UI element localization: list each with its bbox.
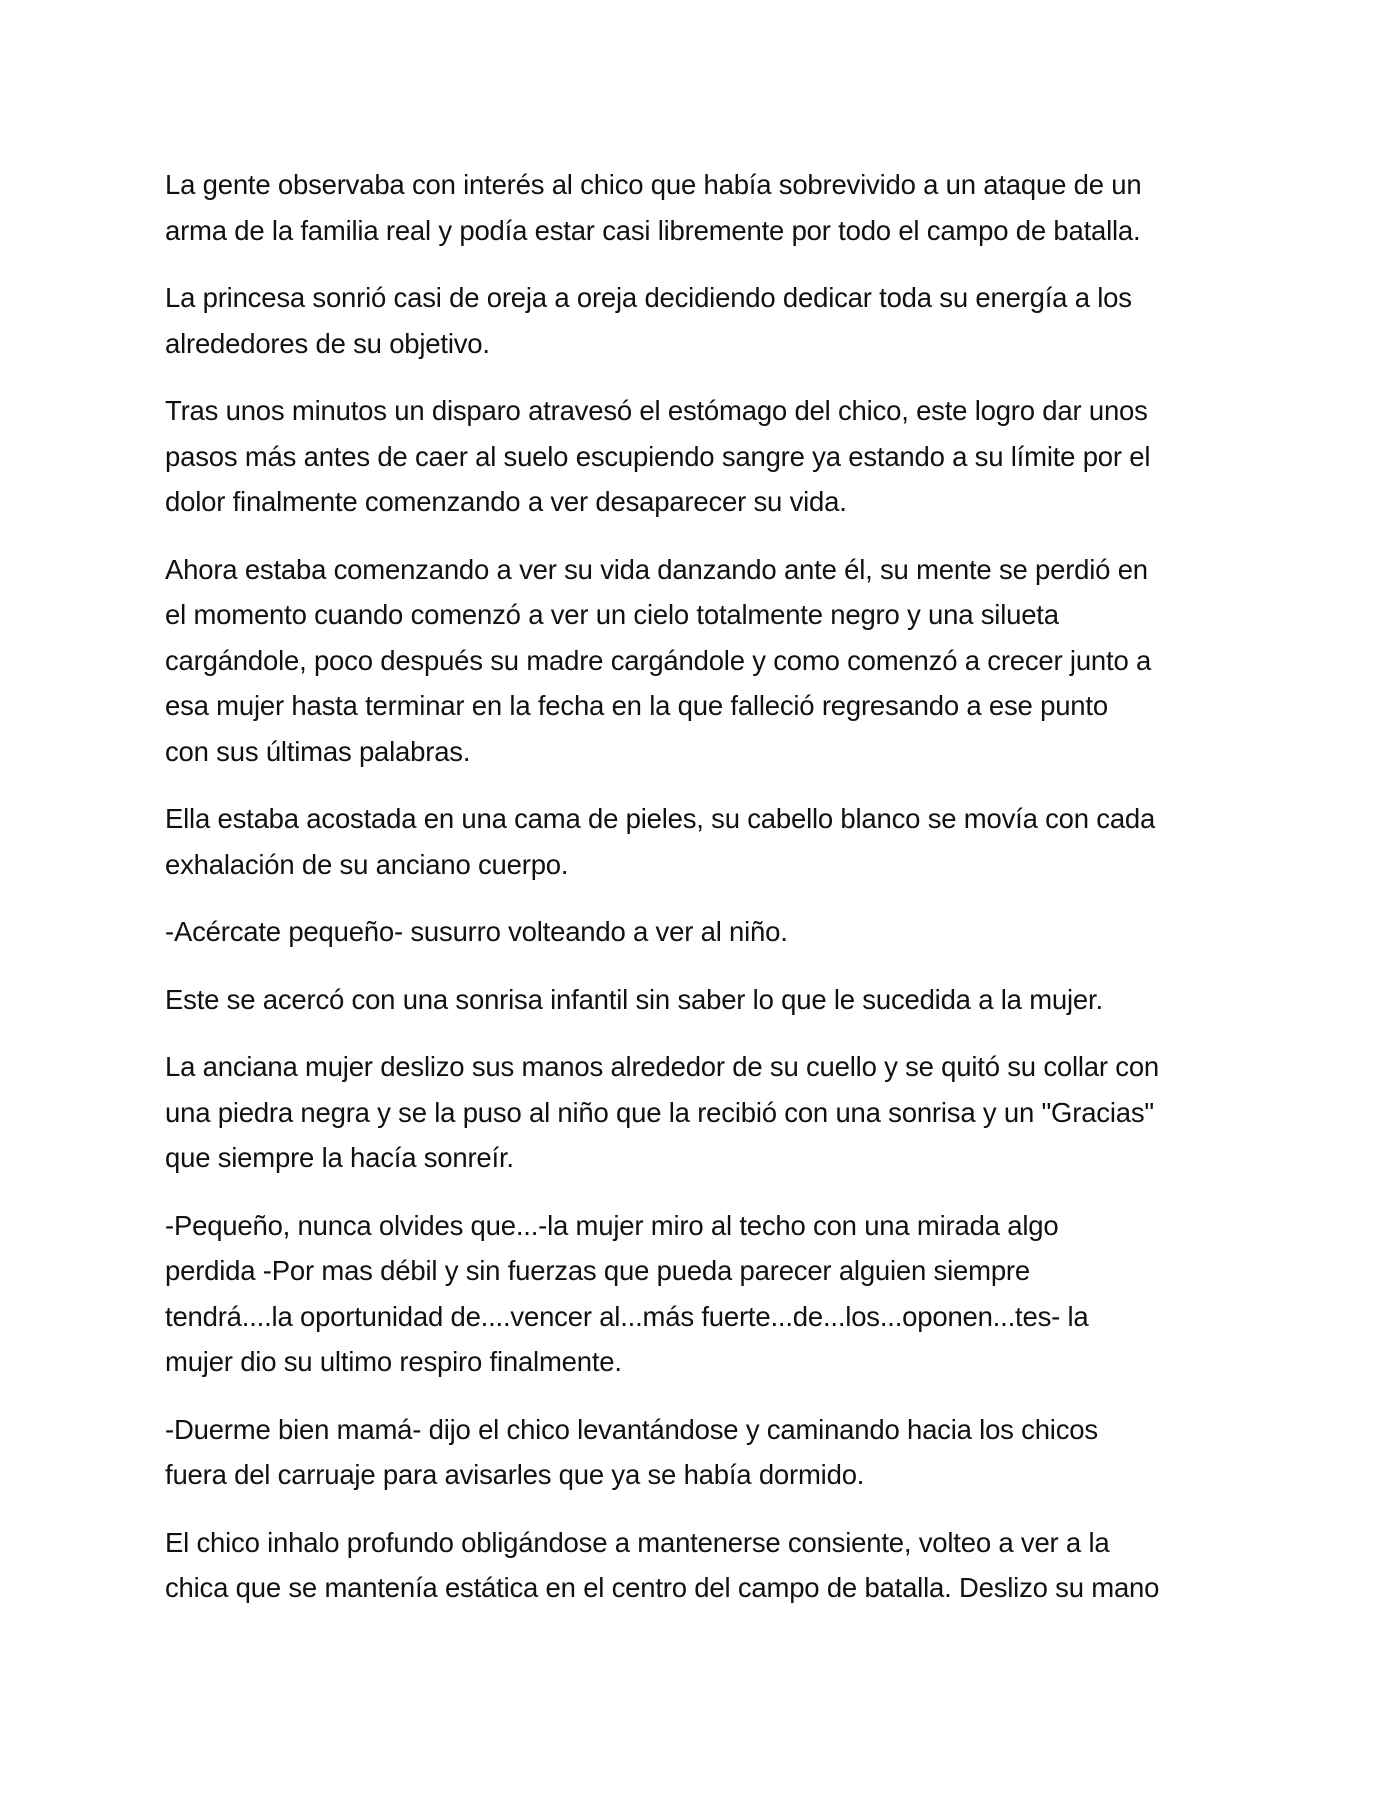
text-line: cargándole, poco después su madre cargándole y como comenzó a crecer junto a	[165, 644, 1152, 676]
text-line: Tras unos minutos un disparo atravesó el estómago del chico, este logro dar unos	[165, 395, 1148, 426]
paragraph-5	[165, 796, 1245, 887]
paragraph-11	[165, 1520, 1245, 1611]
text-line: fuera del carruaje para avisarles que ya se había dormido.	[165, 1459, 865, 1490]
text-line: perdida -Por mas débil y sin fuerzas que pueda parecer alguien siempre	[165, 1255, 1030, 1286]
text-line: pasos más antes de caer al suelo escupiendo sangre ya estando a su límite por el	[165, 440, 1151, 472]
text-line: esa mujer hasta terminar en la fecha en la que falleció regresando a ese punto	[165, 690, 1108, 721]
text-line: tendrá....la oportunidad de....vencer al...más fuerte...de...los...oponen...tes- la	[165, 1300, 1089, 1332]
text-line: Ahora estaba comenzando a ver su vida danzando ante él, su mente se perdió en	[165, 553, 1148, 585]
text-line: arma de la familia real y podía estar casi libremente por todo el campo de batalla.	[165, 214, 1141, 246]
paragraph-7	[165, 977, 1245, 1023]
text-line: una piedra negra y se la puso al niño que la recibió con una sonrisa y un "Gracias"	[165, 1096, 1154, 1128]
paragraph-1	[165, 162, 1245, 253]
text-line: alrededores de su objetivo.	[165, 327, 490, 359]
text-line: La anciana mujer deslizo sus manos alrededor de su cuello y se quitó su collar con	[165, 1051, 1160, 1082]
text-line: El chico inhalo profundo obligándose a mantenerse consiente, volteo a ver a la	[165, 1526, 1110, 1558]
paragraph-3	[165, 388, 1245, 525]
document-body	[165, 162, 1245, 1633]
text-line: La princesa sonrió casi de oreja a oreja decidiendo dedicar toda su energía a los	[165, 282, 1132, 313]
text-line: -Pequeño, nunca olvides que...-la mujer miro al techo con una mirada algo	[165, 1209, 1059, 1241]
paragraph-10	[165, 1407, 1245, 1498]
text-line: La gente observaba con interés al chico que había sobrevivido a un ataque de un	[165, 169, 1142, 200]
text-line: -Acércate pequeño- susurro volteando a ver al niño.	[165, 916, 788, 947]
paragraph-2	[165, 275, 1245, 366]
text-line: -Duerme bien mamá- dijo el chico levantándose y caminando hacia los chicos	[165, 1413, 1098, 1445]
paragraph-9	[165, 1203, 1245, 1385]
text-line: Ella estaba acostada en una cama de pieles, su cabello blanco se movía con cada	[165, 803, 1156, 834]
paragraph-4	[165, 547, 1245, 775]
text-line: con sus últimas palabras.	[165, 735, 471, 767]
text-line: el momento cuando comenzó a ver un cielo totalmente negro y una silueta	[165, 599, 1059, 630]
text-line: Este se acercó con una sonrisa infantil sin saber lo que le sucedida a la mujer.	[165, 983, 1103, 1015]
text-line: chica que se mantenía estática en el centro del campo de batalla. Deslizo su mano	[165, 1572, 1160, 1603]
paragraph-8	[165, 1044, 1245, 1181]
paragraph-6	[165, 909, 1245, 955]
text-line: mujer dio su ultimo respiro finalmente.	[165, 1346, 622, 1377]
text-line: dolor finalmente comenzando a ver desaparecer su vida.	[165, 486, 847, 517]
text-line: exhalación de su anciano cuerpo.	[165, 848, 569, 880]
text-line: que siempre la hacía sonreír.	[165, 1142, 514, 1173]
